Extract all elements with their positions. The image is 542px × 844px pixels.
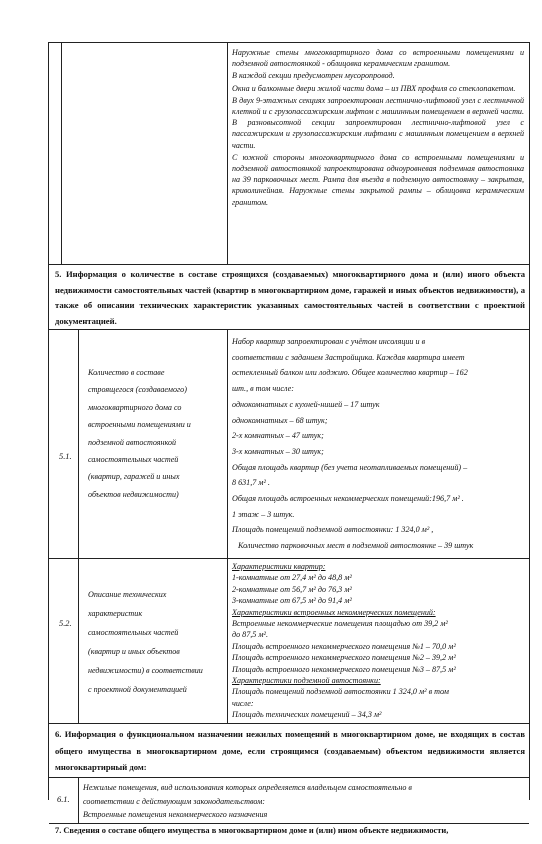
content-line: 2-комнатные от 56,7 м² до 76,3 м² xyxy=(232,584,352,594)
content-line: соответствии с заданием Застройщика. Каждая квартира имеет xyxy=(232,352,465,362)
row-5-1-label xyxy=(88,364,191,503)
content-subheading: Характеристики подземной автостоянки: xyxy=(232,676,381,686)
table-row-5-1 xyxy=(49,330,529,559)
content-line: Площадь помещений подземной автостоянки 1 324,0 м² в том xyxy=(232,687,449,697)
section-6-header: 6. Информация о функциональном назначении нежилых помещений в многоквартирном доме, не входящих в состав общего имущества в многоквартирном доме, если строящимся (создаваемым) объектом недвижимости является многоквартирный дом: xyxy=(55,729,525,772)
label-line: самостоятельных частей xyxy=(88,455,179,465)
content-line: однокомнатных с кухней-нишей – 17 штук xyxy=(232,399,380,409)
label-line: объектов недвижимости) xyxy=(88,489,179,499)
label-line: подземной автостоянкой xyxy=(88,437,177,447)
content-line: Общая площадь встроенных некоммерческих помещений:196,7 м² . xyxy=(232,494,464,504)
content-line: 2-х комнатных – 47 штук; xyxy=(232,431,324,441)
info-table xyxy=(48,42,530,835)
row-5-2-label xyxy=(88,585,203,699)
content-line: 8 631,7 м² . xyxy=(232,478,270,488)
label-line: (квартир, гаражей и иных xyxy=(88,472,180,482)
content-line: Количество парковочных мест в подземной автостоянке – 39 штук xyxy=(238,541,474,551)
label-line: Количество в составе xyxy=(88,368,165,377)
content-line: до 87,5 м². xyxy=(232,630,268,640)
paragraph-garbage-chute: В каждой секции предусмотрен мусоропровод. xyxy=(232,71,395,81)
label-line: (квартир и иных объектов xyxy=(88,647,180,656)
label-line: встроенными помещениями и xyxy=(88,420,191,430)
content-line: 1 этаж – 3 штук. xyxy=(232,509,295,519)
paragraph-parking: С южной стороны многоквартирного дома со встроенными помещениями и подземной автостоянкой запроектирована одноуровневая подземная автостоянка на 39 парковочных мест. Рампа для въезда в подземную автостоянку – закрытая, криволинейная. Наружные стены закрытой рампы – облицовка керамическим гранитом. xyxy=(232,152,524,207)
row-number-5-1: 5.1. xyxy=(59,452,72,461)
row-number-5-2: 5.2. xyxy=(59,619,72,628)
content-line: числе: xyxy=(232,698,254,708)
content-line: остекленный балкон или лоджию. Общее количество квартир – 162 xyxy=(232,368,468,378)
paragraph-windows: Окна и балконные двери жилой части дома – из ПВХ профиля со стеклопакетом. xyxy=(232,83,516,93)
row-number-6-1: 6.1. xyxy=(57,795,70,804)
section-5-header-row xyxy=(49,265,529,330)
content-line: Площадь встроенного некоммерческого помещения №3 – 87,5 м² xyxy=(232,664,456,674)
label-line: строящегося (создаваемого) xyxy=(88,385,187,395)
content-line: 3-комнатные от 67,5 м² до 91,4 м² xyxy=(232,596,352,606)
section-6-header-row xyxy=(49,724,529,778)
label-line: с проектной документацией xyxy=(88,685,187,694)
section-7-header-row xyxy=(49,824,529,844)
content-line: однокомнатных – 68 штук; xyxy=(232,415,328,425)
content-line: Площадь помещений подземной автостоянки: 1 324,0 м² , xyxy=(232,525,434,535)
content-line: соответствии с действующим законодательством: xyxy=(83,796,266,806)
content-subheading: Характеристики квартир: xyxy=(232,562,326,571)
section-5-header: 5. Информация о количестве в составе строящихся (создаваемых) многоквартирного дома и (или) иного объекта недвижимости самостоятельных частей (квартир в многоквартирном доме, гаражей и иных объектов недвижимости), а также об описании технических характеристик указанных самостоятельных частей в соответствии с проектной документацией. xyxy=(55,269,525,326)
construction-details-text xyxy=(232,47,524,209)
section-7-header: 7. Сведения о составе общего имущества в многоквартирном доме и (или) ином объекте недвижимости, xyxy=(55,826,449,835)
label-line: характеристик xyxy=(88,609,143,618)
content-line: Набор квартир запроектирован с учётом инсоляции и в xyxy=(232,337,426,346)
content-line: 1-комнатные от 27,4 м² до 48,8 м² xyxy=(232,573,352,583)
content-line: Нежилые помещения, вид использования которых определяется владельцем самостоятельно в xyxy=(83,783,412,792)
table-row-6-1 xyxy=(49,778,529,824)
content-subheading: Характеристики встроенных некоммерческих помещений: xyxy=(232,607,436,617)
content-line: Площадь встроенного некоммерческого помещения №2 – 39,2 м² xyxy=(232,653,456,663)
table-row-construction-details xyxy=(49,43,529,265)
label-line: Описание технических xyxy=(88,590,167,599)
content-line: Встроенные помещения некоммерческого назначения xyxy=(83,810,268,820)
content-line: Площадь технических помещений – 34,3 м² xyxy=(232,710,382,720)
paragraph-elevators: В двух 9-этажных секциях запроектирован лестнично-лифтовой узел с лестничной клеткой и с грузопассажирским лифтом с машинным помещением в верхней части. В разновысотной секции запроектирован лестнично-лифтовой узел с пассажирским и грузопассажирским лифтами с машинным помещением в верхней части. xyxy=(232,95,524,150)
row-6-1-content xyxy=(83,781,523,822)
content-line: Встроенные некоммерческие помещения площадью от 39,2 м² xyxy=(232,619,448,629)
row-5-1-content xyxy=(232,334,526,554)
row-5-2-content xyxy=(232,561,526,721)
content-line: Общая площадь квартир (без учета неотапливаемых помещений) – xyxy=(232,462,468,472)
paragraph-facade: Наружные стены многоквартирного дома со встроенными помещениями и подземной автостоянкой - облицовка керамическим гранитом. xyxy=(232,48,524,69)
content-line: Площадь встроенного некоммерческого помещения №1 – 70,0 м² xyxy=(232,641,456,651)
table-row-5-2 xyxy=(49,559,529,724)
label-line: недвижимости) в соответствии xyxy=(88,666,203,675)
content-line: шт., в том числе: xyxy=(232,384,294,394)
label-line: самостоятельных частей xyxy=(88,628,179,637)
label-line: многоквартирного дома со xyxy=(88,402,182,412)
content-line: 3-х комнатных – 30 штук; xyxy=(232,446,324,456)
